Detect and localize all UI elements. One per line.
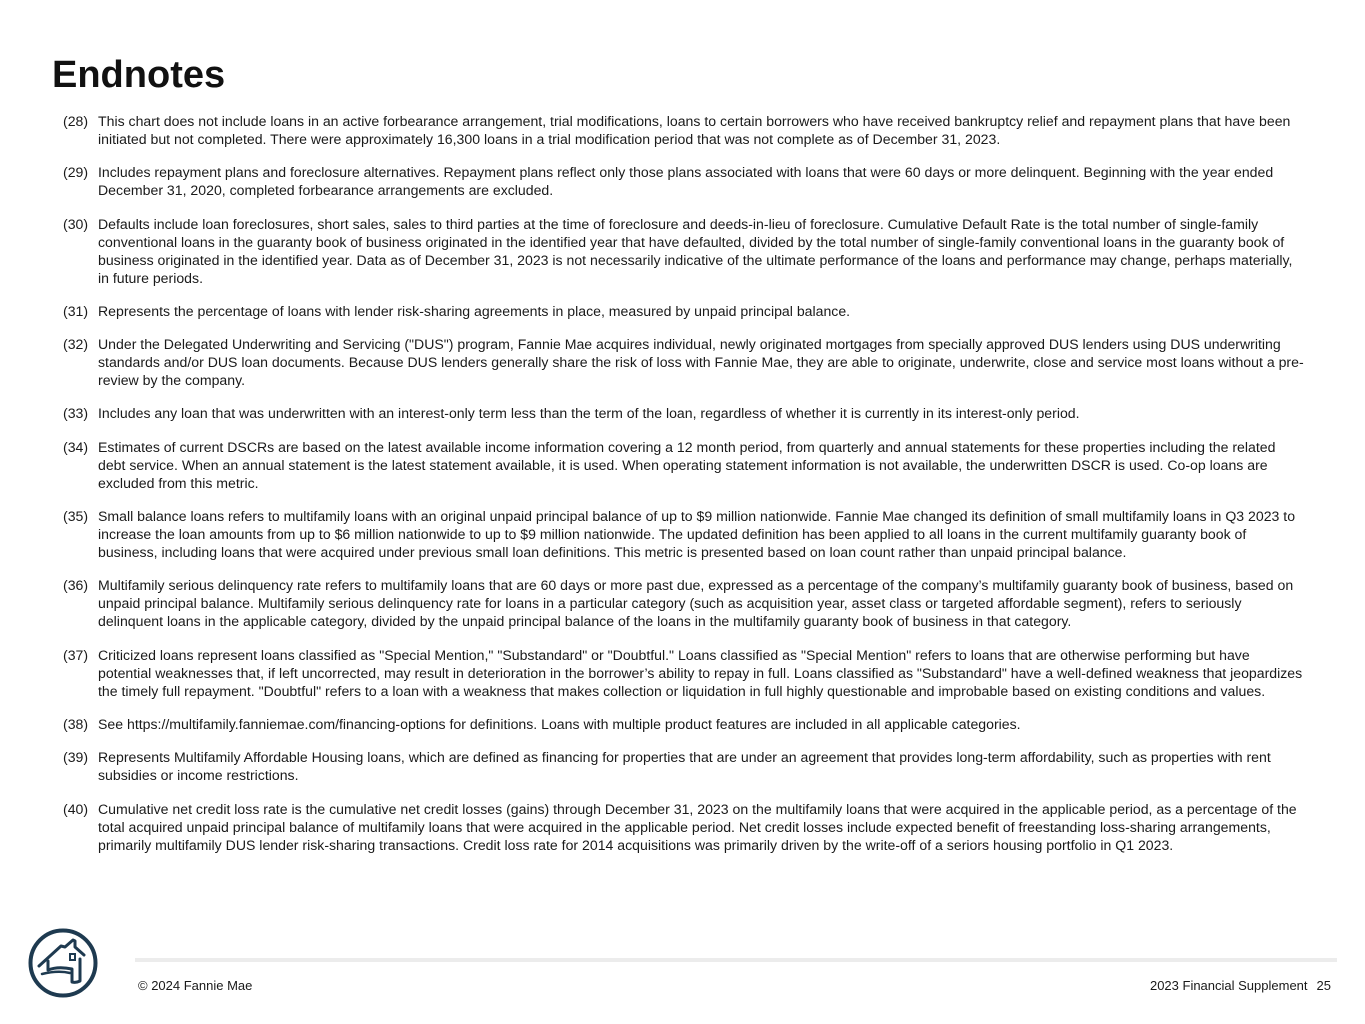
endnote-number: (38) [63,715,89,732]
endnote-number: (32) [63,336,89,353]
endnote-item [63,335,1305,389]
document-name: 2023 Financial Supplement [1149,978,1308,993]
endnote-text: Represents the percentage of loans with lender risk-sharing agreements in place, measured by unpaid principal balance. [98,302,851,319]
endnote-text: Under the Delegated Underwriting and Servicing ("DUS") program, Fannie Mae acquires individual, newly originated mortgages from specially approved DUS lenders using DUS underwriting standards and/or DUS loan documents. Because DUS lenders generally share the risk of loss with Fannie Mae, they are able to originate, underwrite, close and service most loans without a pre-review by the company. [98,336,1304,389]
endnote-number: (31) [63,302,89,319]
endnote-text: Represents Multifamily Affordable Housing loans, which are defined as financing for properties that are under an agreement that provides long-term affordability, such as properties with rent subsidies or income restrictions. [98,749,1271,784]
endnote-number: (36) [63,577,89,594]
endnote-item [63,800,1305,854]
endnote-item [63,215,1305,287]
footer-document-info [1150,978,1331,994]
footer-divider [135,958,1337,962]
endnote-item [63,507,1305,561]
endnote-text: Estimates of current DSCRs are based on the latest available income information covering a 12 month period, from quarterly and annual statements for these properties including the related debt service. When an annual statement is the latest statement available, it is used. When operating statement information is not available, the underwritten DSCR is used. Co-op loans are excluded from this metric. [98,438,1276,491]
endnote-item [63,163,1305,199]
page-title: Endnotes [52,54,226,96]
footer-copyright: © 2024 Fannie Mae [138,978,253,993]
endnote-text: See https://multifamily.fanniemae.com/financing-options for definitions. Loans with multiple product features are included in all applicable categories. [98,715,1021,732]
endnote-item [63,715,1305,733]
endnote-number: (35) [63,508,89,525]
endnote-item [63,302,1305,320]
fannie-mae-logo-icon [28,928,98,998]
endnote-number: (40) [63,800,89,817]
endnote-item [63,404,1305,422]
endnote-number: (37) [63,646,89,663]
endnote-text: Small balance loans refers to multifamily loans with an original unpaid principal balance of up to $9 million nationwide. Fannie Mae changed its definition of small multifamily loans in Q3 2023 to increase the loan amounts from up to $6 million nationwide to up to $9 million nationwide. The updated definition has been applied to all loans in the current multifamily guaranty book of business, including loans that were acquired under previous small loan definitions. This metric is presented based on loan count rather than unpaid principal balance. [98,508,1296,561]
endnote-number: (28) [63,113,89,129]
endnote-text: This chart does not include loans in an active forbearance arrangement, trial modifications, loans to certain borrowers who have received bankruptcy relief and repayment plans that have been initiated but not completed. There were approximately 16,300 loans in a trial modification period that was not complete as of December 31, 2023. [98,113,1291,147]
endnote-number: (39) [63,749,89,766]
endnote-number: (33) [63,405,89,422]
endnote-text: Includes any loan that was underwritten with an interest-only term less than the term of the loan, regardless of whether it is currently in its interest-only period. [98,405,1080,422]
endnote-number: (29) [63,164,89,181]
endnote-text: Defaults include loan foreclosures, short sales, sales to third parties at the time of foreclosure and deeds-in-lieu of foreclosure. Cumulative Default Rate is the total number of single-family conventional loans in the guaranty book of business originated in the identified year that have defaulted, divided by the total number of single-family conventional loans in the guaranty book of business originated in the identified year. Data as of December 31, 2023 is not necessarily indicative of the ultimate performance of the loans and performance may change, perhaps materially, in future periods. [98,215,1293,286]
page-number: 25 [1316,978,1331,993]
endnotes-list [63,112,1305,869]
endnote-text: Criticized loans represent loans classified as "Special Mention," "Substandard" or "Doubtful." Loans classified as "Special Mention" refers to loans that are otherwise performing but have potential weaknesses that, if left uncorrected, may result in deterioration in the borrower’s ability to repay in full. Loans classified as "Substandard" have a well-defined weakness that jeopardizes the timely full repayment. "Doubtful" refers to a loan with a weakness that makes collection or liquidation in full highly questionable and improbable based on existing conditions and values. [98,646,1303,699]
endnote-text: Cumulative net credit loss rate is the cumulative net credit losses (gains) through December 31, 2023 on the multifamily loans that were acquired in the applicable period, as a percentage of the total acquired unpaid principal balance of multifamily loans that were acquired in the applicable period. Net credit losses include expected benefit of freestanding loss-sharing arrangements, primarily multifamily DUS lender risk-sharing transactions. Credit loss rate for 2014 acquisitions was primarily driven by the write-off of a seriors housing portfolio in Q1 2023. [98,800,1297,853]
endnote-text: Includes repayment plans and foreclosure alternatives. Repayment plans reflect only those plans associated with loans that were 60 days or more delinquent. Beginning with the year ended December 31, 2020, completed forbearance arrangements are excluded. [98,164,1274,199]
endnote-item [63,112,1305,148]
endnote-item [63,576,1305,630]
endnote-number: (34) [63,438,89,455]
endnote-item [63,748,1305,784]
endnote-text: Multifamily serious delinquency rate refers to multifamily loans that are 60 days or more past due, expressed as a percentage of the company’s multifamily guaranty book of business, based on unpaid principal balance. Multifamily serious delinquency rate for loans in a particular category (such as acquisition year, asset class or targeted affordable segment), refers to seriously delinquent loans in the applicable category, divided by the unpaid principal balance of the loans in the multifamily guaranty book of business in that category. [98,577,1294,630]
endnote-item [63,646,1305,700]
endnote-item [63,438,1305,492]
endnote-number: (30) [63,215,89,232]
